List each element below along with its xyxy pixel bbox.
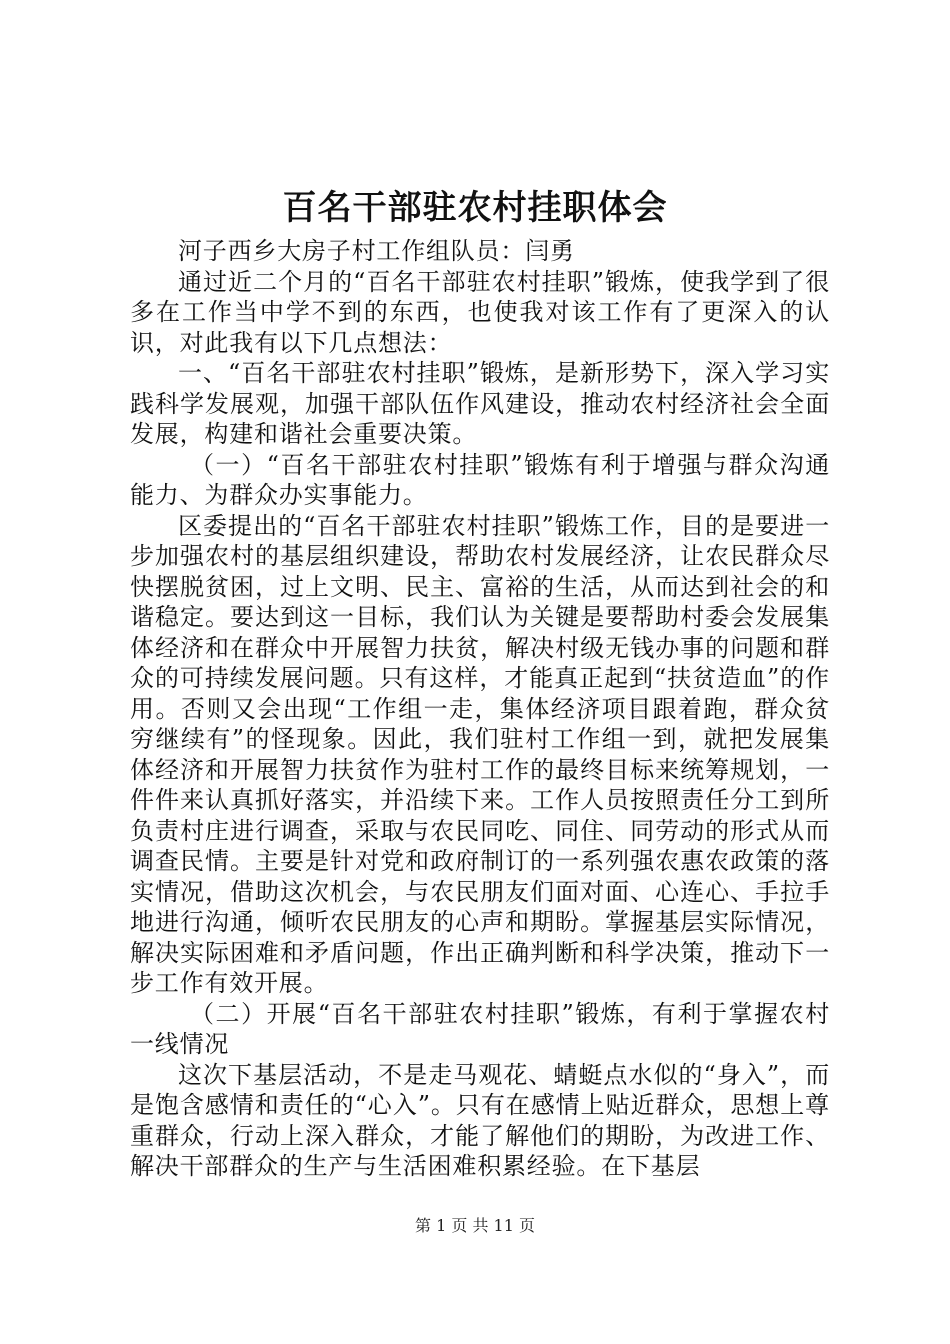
subsection-heading-2: （二）开展“百名干部驻农村挂职”锻炼，有利于掌握农村一线情况: [130, 999, 830, 1058]
document-title: 百名干部驻农村挂职体会: [282, 188, 668, 228]
subsection-heading-1: （一）“百名干部驻农村挂职”锻炼有利于增强与群众沟通能力、为群众办实事能力。: [130, 450, 830, 509]
page-number-footer: 第 1 页 共 11 页: [415, 1216, 535, 1235]
body-paragraph: 区委提出的“百名干部驻农村挂职”锻炼工作，目的是要进一步加强农村的基层组织建设，帮助农村发展经济，让农民群众尽快摆脱贫困，过上文明、民主、富裕的生活，从而达到社会的和谐稳定。要达到这一目标，我们认为关键是要帮助村委会发展集体经济和在群众中开展智力扶贫，解决村级无钱办事的问题和群众的可持续发展问题。只有这样，才能真正起到“扶贫造血”的作用。否则又会出现“工作组一走，集体经济项目跟着跑，群众贫穷继续有”的怪现象。因此，我们驻村工作组一到，就把发展集体经济和开展智力扶贫作为驻村工作的最终目标来统筹规划，一件件来认真抓好落实，并沿续下来。工作人员按照责任分工到所负责村庄进行调查，采取与农民同吃、同住、同劳动的形式从而调查民情。主要是针对党和政府制订的一系列强农惠农政策的落实情况，借助这次机会，与农民朋友们面对面、心连心、手拉手地进行沟通，倾听农民朋友的心声和期盼。掌握基层实际情况，解决实际困难和矛盾问题，作出正确判断和科学决策，推动下一步工作有效开展。: [130, 511, 830, 997]
author-line: 河子西乡大房子村工作组队员：闫勇: [178, 237, 575, 265]
document-body: [130, 236, 830, 1182]
body-paragraph: 这次下基层活动，不是走马观花、蜻蜓点水似的“身入”，而是饱含感情和责任的“心入”。只有在感情上贴近群众，思想上尊重群众，行动上深入群众，才能了解他们的期盼，为改进工作、解决干部群众的生产与生活困难积累经验。在下基层: [130, 1060, 830, 1180]
section-heading-1: 一、“百名干部驻农村挂职”锻炼，是新形势下，深入学习实践科学发展观，加强干部队伍作风建设，推动农村经济社会全面发展，构建和谐社会重要决策。: [130, 359, 830, 448]
intro-paragraph: 通过近二个月的“百名干部驻农村挂职”锻炼，使我学到了很多在工作当中学不到的东西，也使我对该工作有了更深入的认识，对此我有以下几点想法：: [130, 267, 830, 357]
